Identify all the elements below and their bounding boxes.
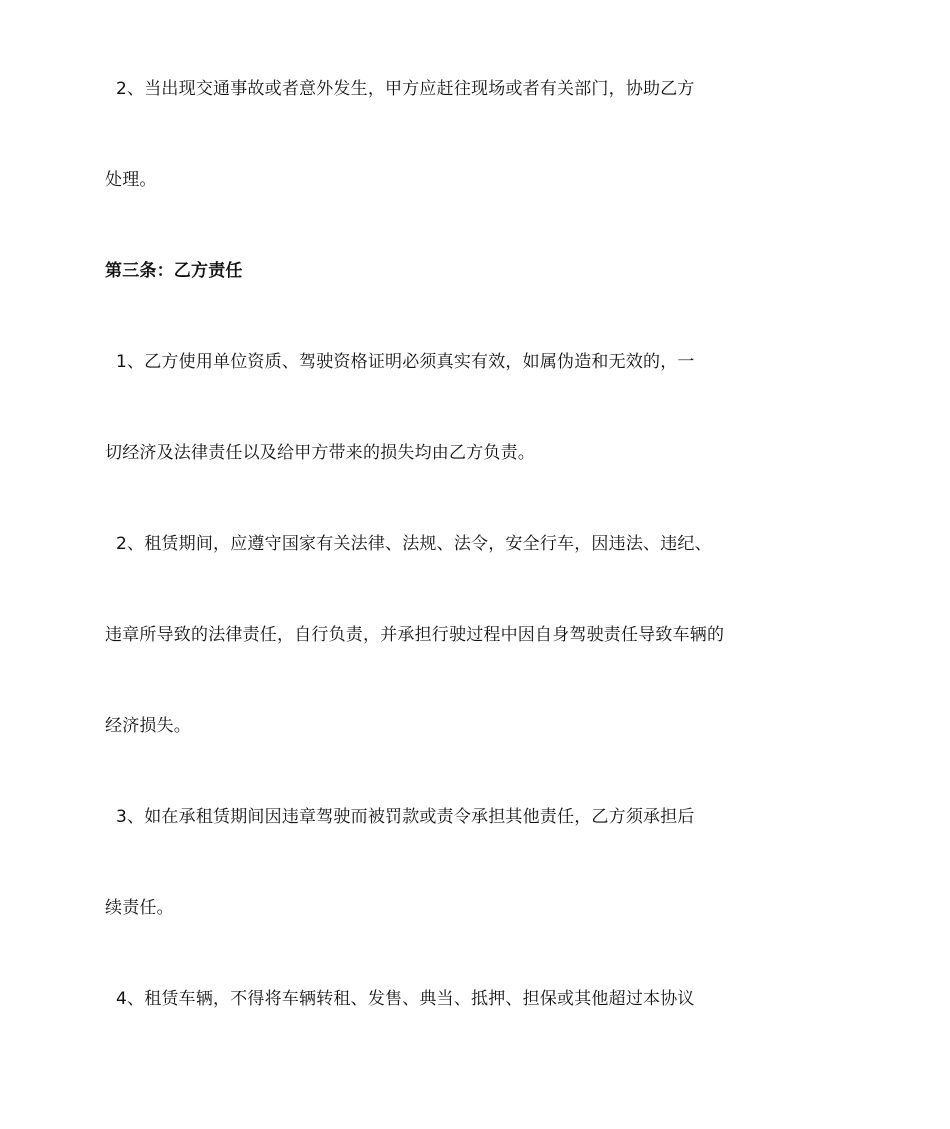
clause-3-1-line-1: 1、乙方使用单位资质、驾驶资格证明必须真实有效，如属伪造和无效的，一 (116, 352, 695, 372)
clause-3-4-line-1: 4、租赁车辆，不得将车辆转租、发售、典当、抵押、担保或其他超过本协议 (116, 989, 695, 1009)
clause-3-2-line-2: 违章所导致的法律责任，自行负责，并承担行驶过程中因自身驾驶责任导致车辆的 (105, 625, 725, 645)
clause-2-1-line-1: 2、当出现交通事故或者意外发生，甲方应赶往现场或者有关部门，协助乙方 (116, 79, 695, 99)
clause-2-1-line-2: 处理。 (105, 170, 157, 190)
clause-3-2-line-1: 2、租赁期间，应遵守国家有关法律、法规、法令，安全行车，因违法、违纪、 (116, 534, 712, 554)
clause-3-2-line-3: 经济损失。 (105, 716, 191, 736)
clause-3-3-line-1: 3、如在承租赁期间因违章驾驶而被罚款或责令承担其他责任，乙方须承担后 (116, 807, 695, 827)
clause-3-1-line-2: 切经济及法律责任以及给甲方带来的损失均由乙方负责。 (105, 443, 535, 463)
clause-3-3-line-2: 续责任。 (105, 898, 174, 918)
article-3-heading: 第三条：乙方责任 (105, 261, 243, 281)
